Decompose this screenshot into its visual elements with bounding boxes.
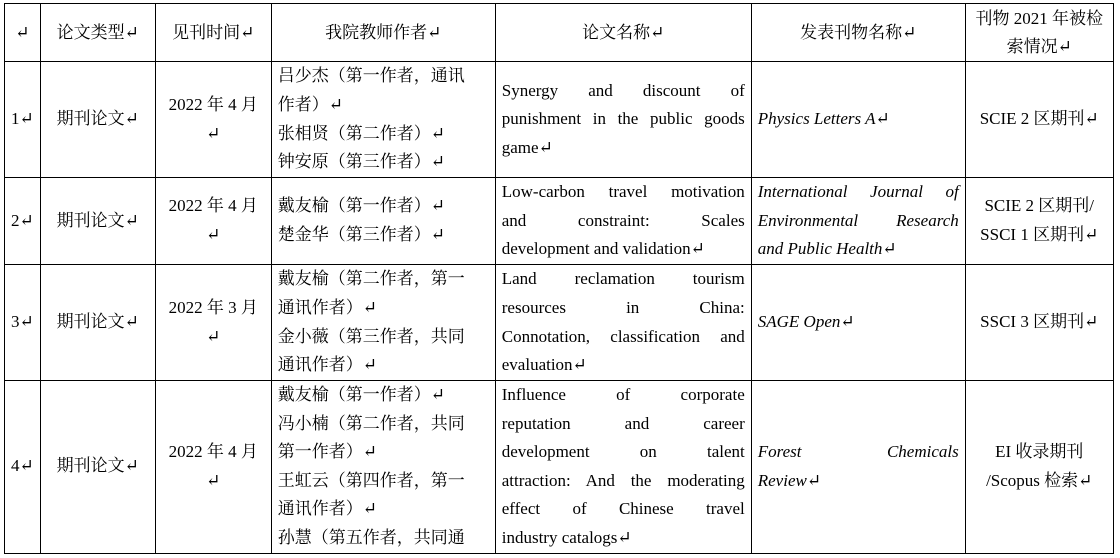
author-line: 戴友榆（第一作者）↵ xyxy=(277,196,445,216)
title-cell xyxy=(495,62,751,178)
paper-type: 期刊论文↵ xyxy=(40,265,155,381)
row-number: 2↵ xyxy=(5,178,41,265)
author-line: 王虹云（第四作者，第一 xyxy=(277,470,465,490)
publish-date: 2022 年 3 月↵ xyxy=(155,265,271,381)
header-authors: 我院教师作者↵ xyxy=(271,4,495,62)
title-line: and constraint: Scales xyxy=(501,210,745,230)
header-paper-type: 论文类型↵ xyxy=(40,4,155,62)
author-line: 通讯作者）↵ xyxy=(277,297,377,317)
journal-cell xyxy=(751,381,965,554)
title-line: Low-carbon travel motivation xyxy=(501,182,745,202)
table-row xyxy=(5,265,1114,381)
indexing-cell xyxy=(965,178,1113,265)
title-cell xyxy=(495,381,751,554)
author-line: 钟安原（第三作者）↵ xyxy=(277,152,445,172)
author-line: 第一作者）↵ xyxy=(277,442,377,462)
indexing-line: SSCI 3 区期刊↵ xyxy=(980,312,1099,332)
title-line: industry catalogs↵ xyxy=(501,527,632,547)
title-line: Connotation, classification and xyxy=(501,326,745,346)
title-line: game↵ xyxy=(501,137,553,157)
authors-cell xyxy=(271,178,495,265)
author-line: 楚金华（第三作者）↵ xyxy=(277,225,445,244)
author-line: 吕少杰（第一作者，通讯 xyxy=(277,66,465,86)
paper-type: 期刊论文↵ xyxy=(40,381,155,554)
row-number: 4↵ xyxy=(5,381,41,554)
publish-date: 2022 年 4 月↵ xyxy=(155,381,271,554)
row-number: 1↵ xyxy=(5,62,41,178)
table-row xyxy=(5,178,1114,265)
author-line: 冯小楠（第二作者，共同 xyxy=(277,413,465,433)
indexing-line: SSCI 1 区期刊↵ xyxy=(980,225,1099,244)
indexing-line: EI 收录期刊 xyxy=(995,442,1084,462)
title-line: reputation and career xyxy=(501,413,745,433)
indexing-cell xyxy=(965,265,1113,381)
journal-line: Forest Chemicals xyxy=(757,442,959,462)
indexing-cell xyxy=(965,381,1113,554)
row-number: 3↵ xyxy=(5,265,41,381)
journal-line: SAGE Open↵ xyxy=(757,312,855,332)
author-line: 戴友榆（第一作者）↵ xyxy=(277,385,445,404)
title-line: Influence of corporate xyxy=(501,385,745,404)
title-line: evaluation↵ xyxy=(501,355,587,375)
title-line: attraction: And the moderating xyxy=(501,470,745,490)
indexing-line: /Scopus 检索↵ xyxy=(986,470,1093,490)
table-row xyxy=(5,62,1114,178)
title-line: resources in China: xyxy=(501,297,745,317)
journal-line: Review↵ xyxy=(757,470,822,490)
title-line: development on talent xyxy=(501,442,745,462)
papers-table xyxy=(4,3,1114,554)
author-line: 通讯作者）↵ xyxy=(277,499,377,519)
title-line: effect of Chinese travel xyxy=(501,499,745,519)
table-row xyxy=(5,381,1114,554)
paper-type: 期刊论文↵ xyxy=(40,62,155,178)
journal-line: International Journal of xyxy=(757,182,959,202)
indexing-line: SCIE 2 区期刊/ xyxy=(984,196,1095,216)
header-journal: 发表刊物名称↵ xyxy=(751,4,965,62)
title-line: punishment in the public goods xyxy=(501,109,745,129)
journal-line: Physics Letters A↵ xyxy=(757,109,890,129)
title-line: Synergy and discount of xyxy=(501,80,745,100)
author-line: 金小薇（第三作者，共同 xyxy=(277,326,465,346)
journal-line: Environmental Research xyxy=(757,210,959,230)
header-index: ↵ xyxy=(5,4,41,62)
indexing-line: SCIE 2 区期刊↵ xyxy=(979,109,1099,129)
publish-date: 2022 年 4 月↵ xyxy=(155,62,271,178)
header-indexing: 刊物 2021 年被检索情况↵ xyxy=(965,4,1113,62)
title-cell xyxy=(495,178,751,265)
title-line: development and validation↵ xyxy=(501,239,705,259)
header-publish-date: 见刊时间↵ xyxy=(155,4,271,62)
author-line: 戴友榆（第二作者，第一 xyxy=(277,269,465,289)
author-line: 张相贤（第二作者）↵ xyxy=(277,123,445,143)
header-row xyxy=(5,4,1114,62)
journal-cell xyxy=(751,178,965,265)
paper-type: 期刊论文↵ xyxy=(40,178,155,265)
title-line: Land reclamation tourism xyxy=(501,269,745,289)
author-line: 作者）↵ xyxy=(277,94,343,114)
journal-cell xyxy=(751,265,965,381)
publish-date: 2022 年 4 月↵ xyxy=(155,178,271,265)
authors-cell xyxy=(271,62,495,178)
journal-cell xyxy=(751,62,965,178)
journal-line: and Public Health↵ xyxy=(757,239,897,259)
header-paper-title: 论文名称↵ xyxy=(495,4,751,62)
authors-cell xyxy=(271,265,495,381)
author-line: 孙慧（第五作者，共同通 xyxy=(277,527,465,547)
authors-cell xyxy=(271,381,495,554)
indexing-cell xyxy=(965,62,1113,178)
title-cell xyxy=(495,265,751,381)
author-line: 通讯作者）↵ xyxy=(277,355,377,375)
